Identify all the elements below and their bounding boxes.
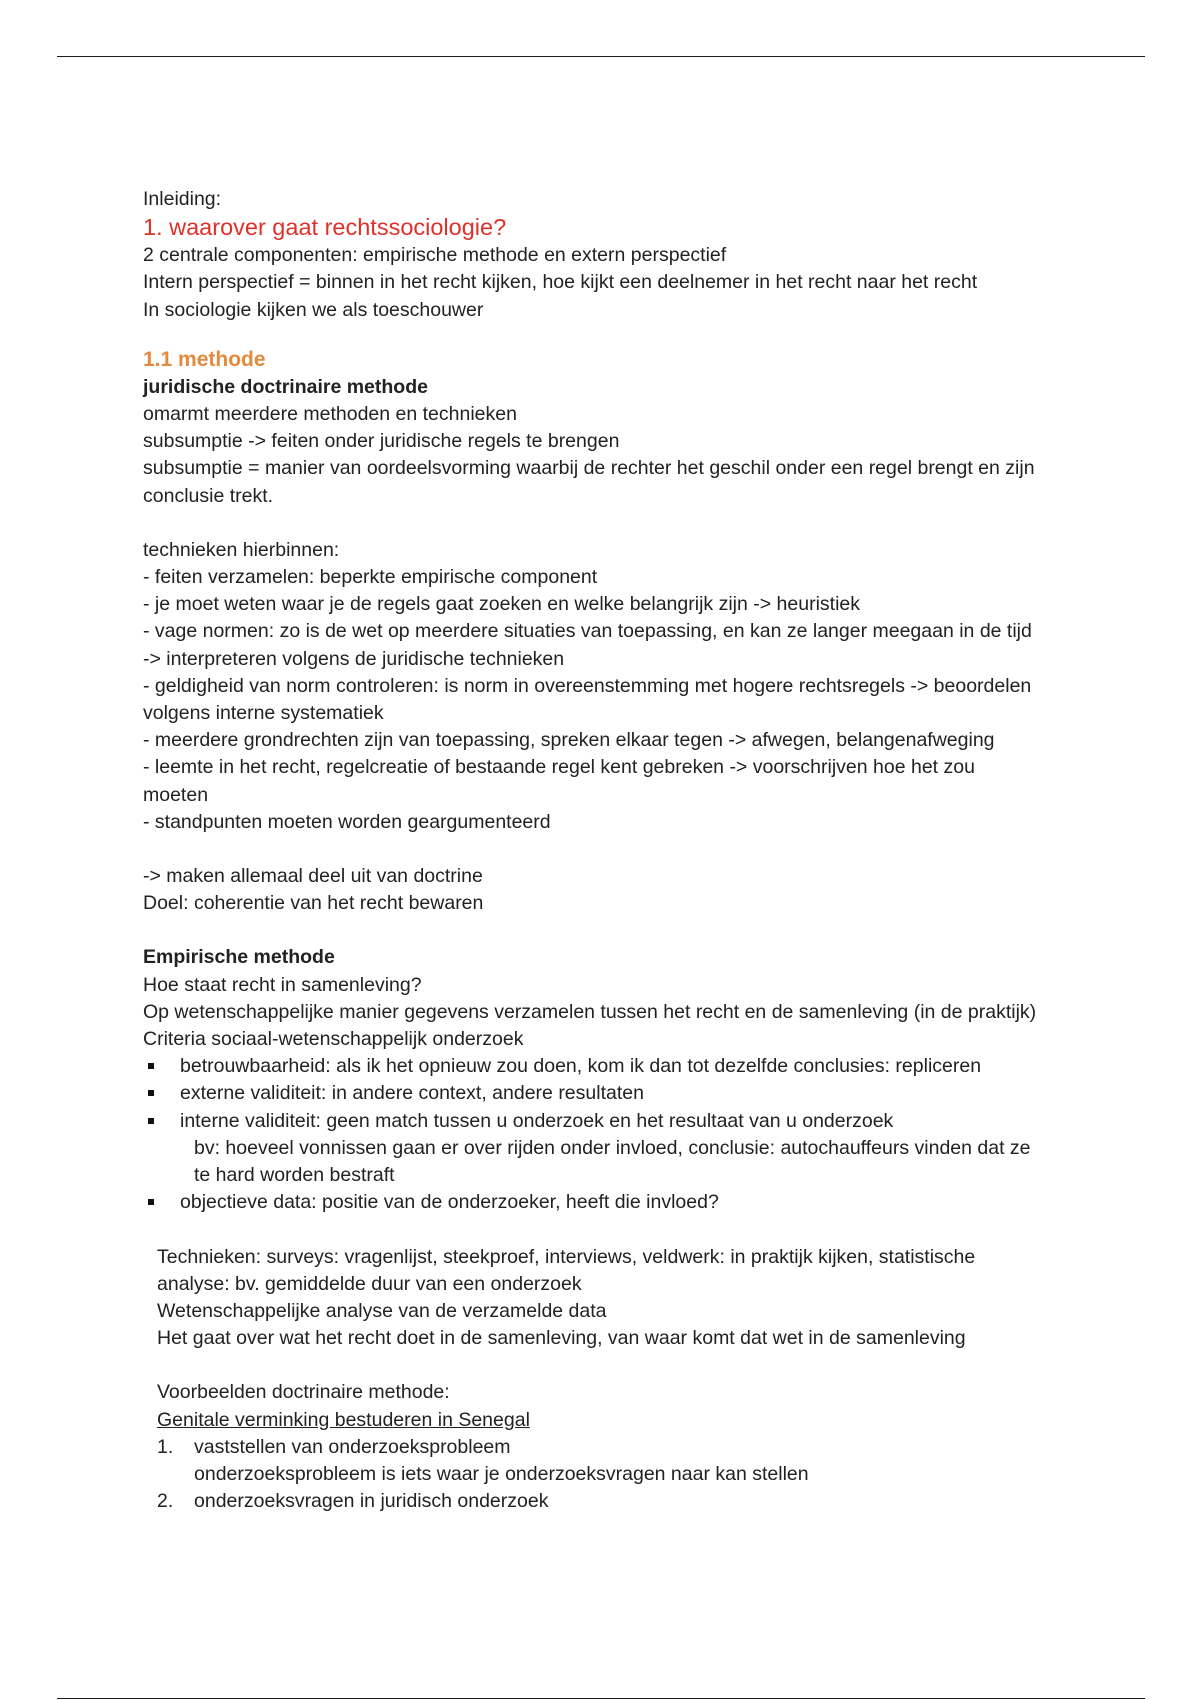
techniques-label: technieken hierbinnen:	[143, 538, 340, 561]
technique-item: - vage normen: zo is de wet op meerdere situaties van toepassing, en kan ze langer meegaan in de tijd -> interpreteren volgens de juridische technieken	[143, 620, 1032, 670]
technique-item: - standpunten moeten worden geargumenteerd	[143, 810, 551, 833]
intro-line: 2 centrale componenten: empirische methode en extern perspectief	[143, 244, 727, 267]
techniques-line: Technieken: surveys: vragenlijst, steekproef, interviews, veldwerk: in praktijk kijken, statistische analyse: bv. gemiddelde duur van een onderzoek	[157, 1245, 976, 1295]
intro-label: Inleiding:	[143, 188, 222, 210]
step-item: 1. vaststellen van onderzoeksprobleem onderzoeksprobleem is iets waar je onderzoeksvragen naar kan stellen	[157, 1434, 1043, 1488]
intro-line: In sociologie kijken we als toeschouwer	[143, 298, 484, 321]
technique-item: - meerdere grondrechten zijn van toepassing, spreken elkaar tegen -> afwegen, belangenafweging	[143, 729, 995, 752]
heading-1: 1. waarover gaat rechtssociologie?	[143, 214, 507, 241]
step-sub: onderzoeksprobleem is iets waar je onderzoeksvragen naar kan stellen	[194, 1462, 809, 1485]
footer-rule	[57, 1698, 1145, 1699]
technique-item: - je moet weten waar je de regels gaat zoeken en welke belangrijk zijn -> heuristiek	[143, 593, 861, 616]
criteria-list	[143, 1053, 1043, 1216]
empirisch-line: Op wetenschappelijke manier gegevens verzamelen tussen het recht en de samenleving (in de praktijk)	[143, 1000, 1037, 1023]
techniques-block	[143, 1244, 1043, 1516]
empirisch-title: Empirische methode	[143, 946, 335, 969]
heading-2: 1.1 methode	[143, 347, 266, 371]
doctrinaire-title: juridische doctrinaire methode	[143, 375, 428, 398]
technique-item: - leemte in het recht, regelcreatie of bestaande regel kent gebreken -> voorschrijven hoe het zou moeten	[143, 756, 975, 806]
empirisch-line: Hoe staat recht in samenleving?	[143, 973, 422, 996]
step-item: 2. onderzoeksvragen in juridisch onderzoek	[157, 1490, 549, 1513]
doctrinaire-line: subsumptie = manier van oordeelsvorming waarbij de rechter het geschil onder een regel brengt en zijn conclusie trekt.	[143, 457, 1035, 507]
intro-line: Intern perspectief = binnen in het recht kijken, hoe kijkt een deelnemer in het recht naar het recht	[143, 271, 978, 294]
steps-list	[157, 1434, 1043, 1516]
document-body	[143, 186, 1043, 1515]
empirisch-line: Criteria sociaal-wetenschappelijk onderzoek	[143, 1028, 524, 1051]
doctrinaire-line: omarmt meerdere methoden en technieken	[143, 403, 517, 426]
header-rule	[57, 56, 1145, 57]
criteria-item: externe validiteit: in andere context, andere resultaten	[143, 1080, 1043, 1107]
criteria-example: bv: hoeveel vonnissen gaan er over rijden onder invloed, conclusie: autochauffeurs vinden dat ze te hard worden bestraft	[194, 1136, 1031, 1187]
summary-line: -> maken allemaal deel uit van doctrine	[143, 865, 483, 888]
doctrinaire-line: subsumptie -> feiten onder juridische regels te brengen	[143, 430, 620, 453]
criteria-item: interne validiteit: geen match tussen u onderzoek en het resultaat van u onderzoek bv: hoeveel vonnissen gaan er over rijden onder invloed, conclusie: autochauffeurs vinden dat ze te hard worden bestraft	[143, 1108, 1043, 1190]
summary-line: Doel: coherentie van het recht bewaren	[143, 892, 484, 915]
technique-item: - feiten verzamelen: beperkte empirische component	[143, 566, 598, 589]
criteria-item: betrouwbaarheid: als ik het opnieuw zou doen, kom ik dan tot dezelfde conclusies: repliceren	[143, 1053, 1043, 1080]
criteria-item: objectieve data: positie van de onderzoeker, heeft die invloed?	[143, 1189, 1043, 1216]
technique-item: - geldigheid van norm controleren: is norm in overeenstemming met hogere rechtsregels -> beoordelen volgens interne systematiek	[143, 674, 1032, 725]
techniques-line: Wetenschappelijke analyse van de verzamelde data	[157, 1299, 607, 1322]
case-title: Genitale verminking bestuderen in Senegal	[157, 1408, 530, 1431]
voorbeelden-label: Voorbeelden doctrinaire methode:	[157, 1381, 450, 1404]
techniques-line: Het gaat over wat het recht doet in de samenleving, van waar komt dat wet in de samenleving	[157, 1327, 966, 1350]
